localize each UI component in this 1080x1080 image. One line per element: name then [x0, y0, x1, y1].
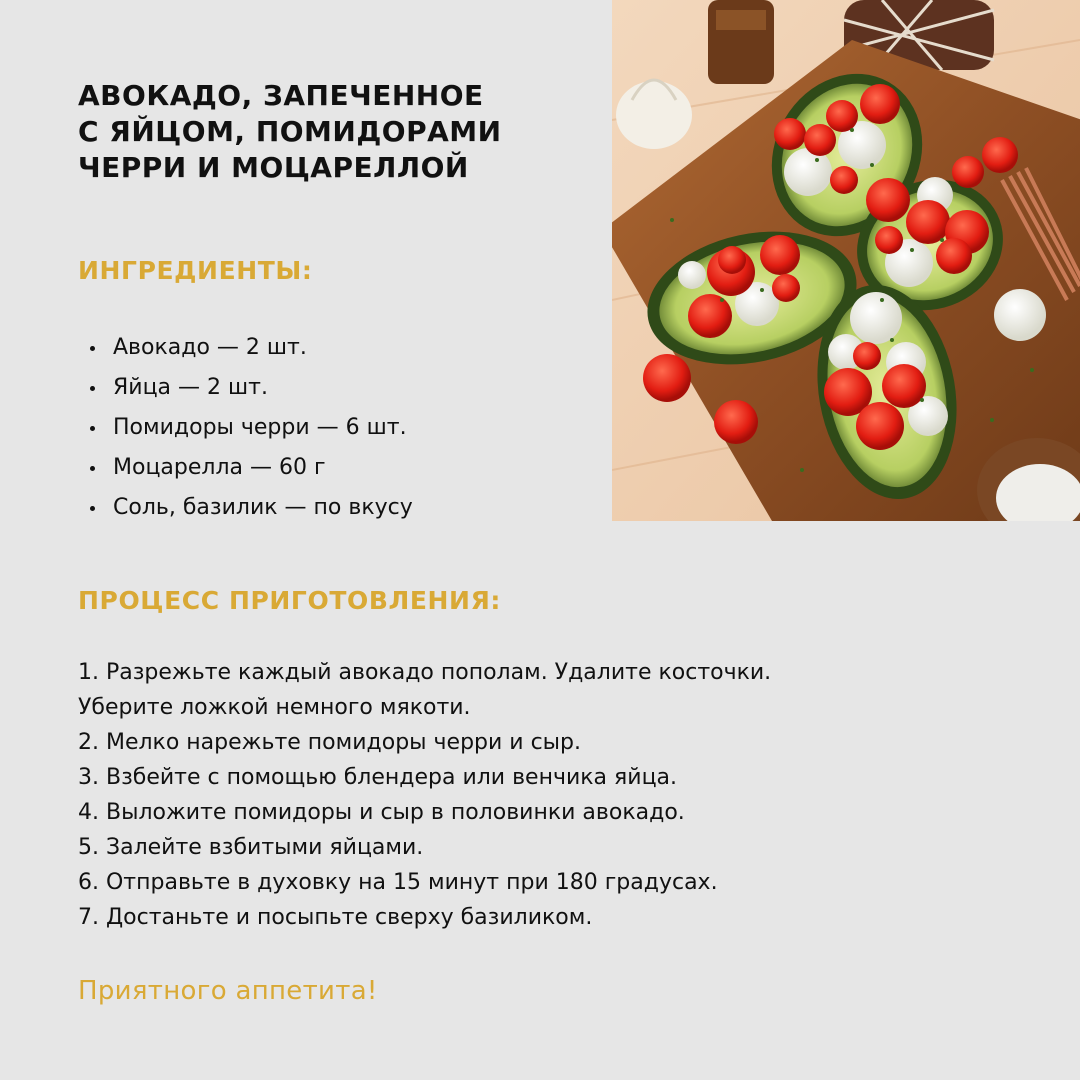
- bullet-icon: [90, 346, 95, 351]
- bullet-icon: [90, 466, 95, 471]
- title-line: ЧЕРРИ И МОЦАРЕЛЛОЙ: [78, 151, 469, 184]
- bullet-icon: [90, 506, 95, 511]
- title-line: АВОКАДО, ЗАПЕЧЕННОЕ: [78, 79, 484, 112]
- step-line: 1. Разрежьте каждый авокадо пополам. Удалите косточки.: [78, 660, 772, 685]
- bullet-icon: [90, 386, 95, 391]
- list-item: [90, 408, 413, 448]
- list-item: [90, 368, 413, 408]
- food-photo: [612, 0, 1080, 521]
- process-heading: ПРОЦЕСС ПРИГОТОВЛЕНИЯ:: [78, 586, 502, 615]
- ingredient-text: Моцарелла — 60 г: [113, 455, 326, 480]
- recipe-title: [78, 78, 598, 186]
- step-line: 7. Достаньте и посыпьте сверху базиликом.: [78, 905, 593, 930]
- ingredient-text: Яйца — 2 шт.: [113, 375, 268, 400]
- ingredient-text: Помидоры черри — 6 шт.: [113, 415, 407, 440]
- bullet-icon: [90, 426, 95, 431]
- closing-text: Приятного аппетита!: [78, 976, 378, 1006]
- list-item: [90, 488, 413, 528]
- step-line: 3. Взбейте с помощью блендера или венчика яйца.: [78, 765, 678, 790]
- title-line: С ЯЙЦОМ, ПОМИДОРАМИ: [78, 115, 502, 148]
- ingredients-list: [90, 328, 413, 528]
- ingredients-heading: ИНГРЕДИЕНТЫ:: [78, 256, 313, 285]
- ingredient-text: Авокадо — 2 шт.: [113, 335, 307, 360]
- step-line: 2. Мелко нарежьте помидоры черри и сыр.: [78, 730, 582, 755]
- list-item: [90, 328, 413, 368]
- ingredient-text: Соль, базилик — по вкусу: [113, 495, 413, 520]
- list-item: [90, 448, 413, 488]
- process-steps: [78, 655, 1038, 935]
- food-photo-illustration: [612, 0, 1080, 521]
- step-line: 6. Отправьте в духовку на 15 минут при 180 градусах.: [78, 870, 718, 895]
- step-line: 4. Выложите помидоры и сыр в половинки авокадо.: [78, 800, 685, 825]
- step-line: 5. Залейте взбитыми яйцами.: [78, 835, 424, 860]
- step-line: Уберите ложкой немного мякоти.: [78, 695, 471, 720]
